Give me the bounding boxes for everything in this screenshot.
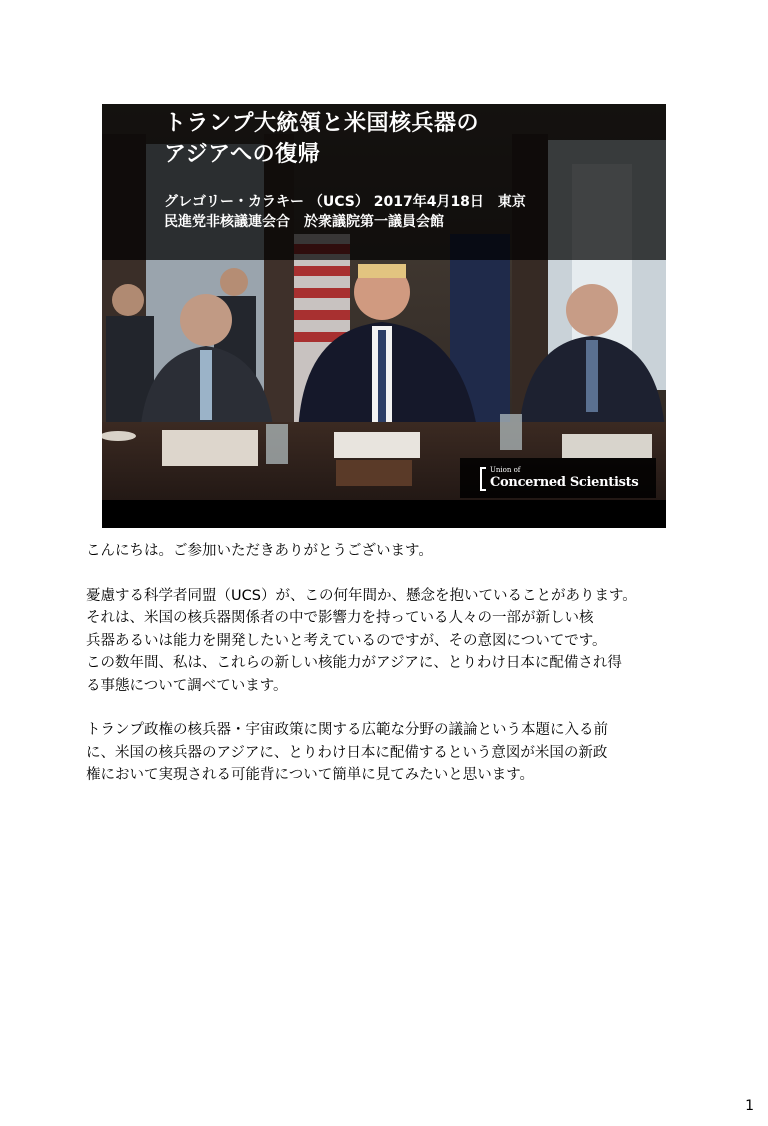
page-number: 1	[745, 1098, 754, 1114]
speaker-notes	[86, 540, 686, 809]
slide-title-line: トランプ大統領と米国核兵器の	[164, 111, 480, 136]
notes-line: 憂慮する科学者同盟（UCS）が、この何年間か、懸念を抱いていることがあります。	[86, 587, 637, 604]
slide-subtitle-line: 民進党非核議連会合 於衆議院第一議員会館	[164, 214, 444, 230]
ucs-logo	[460, 458, 656, 498]
slide	[102, 104, 666, 528]
logo-line-1: Union of	[490, 466, 521, 474]
slide-bottom-bar	[102, 500, 666, 528]
notes-line: 権において実現される可能背について簡単に見てみたいと思います。	[86, 767, 535, 783]
notes-line: トランプ政権の核兵器・宇宙政策に関する広範な分野の議論という本題に入る前	[86, 722, 608, 738]
logo-bracket-icon	[480, 467, 486, 491]
notes-line: に、米国の核兵器のアジアに、とりわけ日本に配備するという意図が米国の新政	[86, 744, 608, 761]
slide-title	[164, 108, 479, 170]
slide-subtitle-line: グレゴリー・カラキー （UCS） 2017年4月18日 東京	[164, 194, 526, 210]
notes-paragraph	[86, 585, 686, 698]
notes-line: る事態について調べています。	[86, 677, 288, 694]
notes-line: この数年間、私は、これらの新しい核能力がアジアに、とりわけ日本に配備され得	[86, 655, 622, 671]
slide-title-line: アジアへの復帰	[164, 142, 321, 167]
notes-paragraph	[86, 719, 686, 787]
logo-line-2: Concerned Scientists	[490, 475, 639, 490]
notes-line: それは、米国の核兵器関係者の中で影響力を持っている人々の一部が新しい核	[86, 610, 594, 626]
notes-paragraph	[86, 540, 686, 563]
notes-line: 兵器あるいは能力を開発したいと考えているのですが、その意図についてです。	[86, 632, 607, 649]
slide-subtitle	[164, 192, 526, 232]
notes-line: こんにちは。ご参加いただきありがとうございます。	[86, 543, 433, 559]
